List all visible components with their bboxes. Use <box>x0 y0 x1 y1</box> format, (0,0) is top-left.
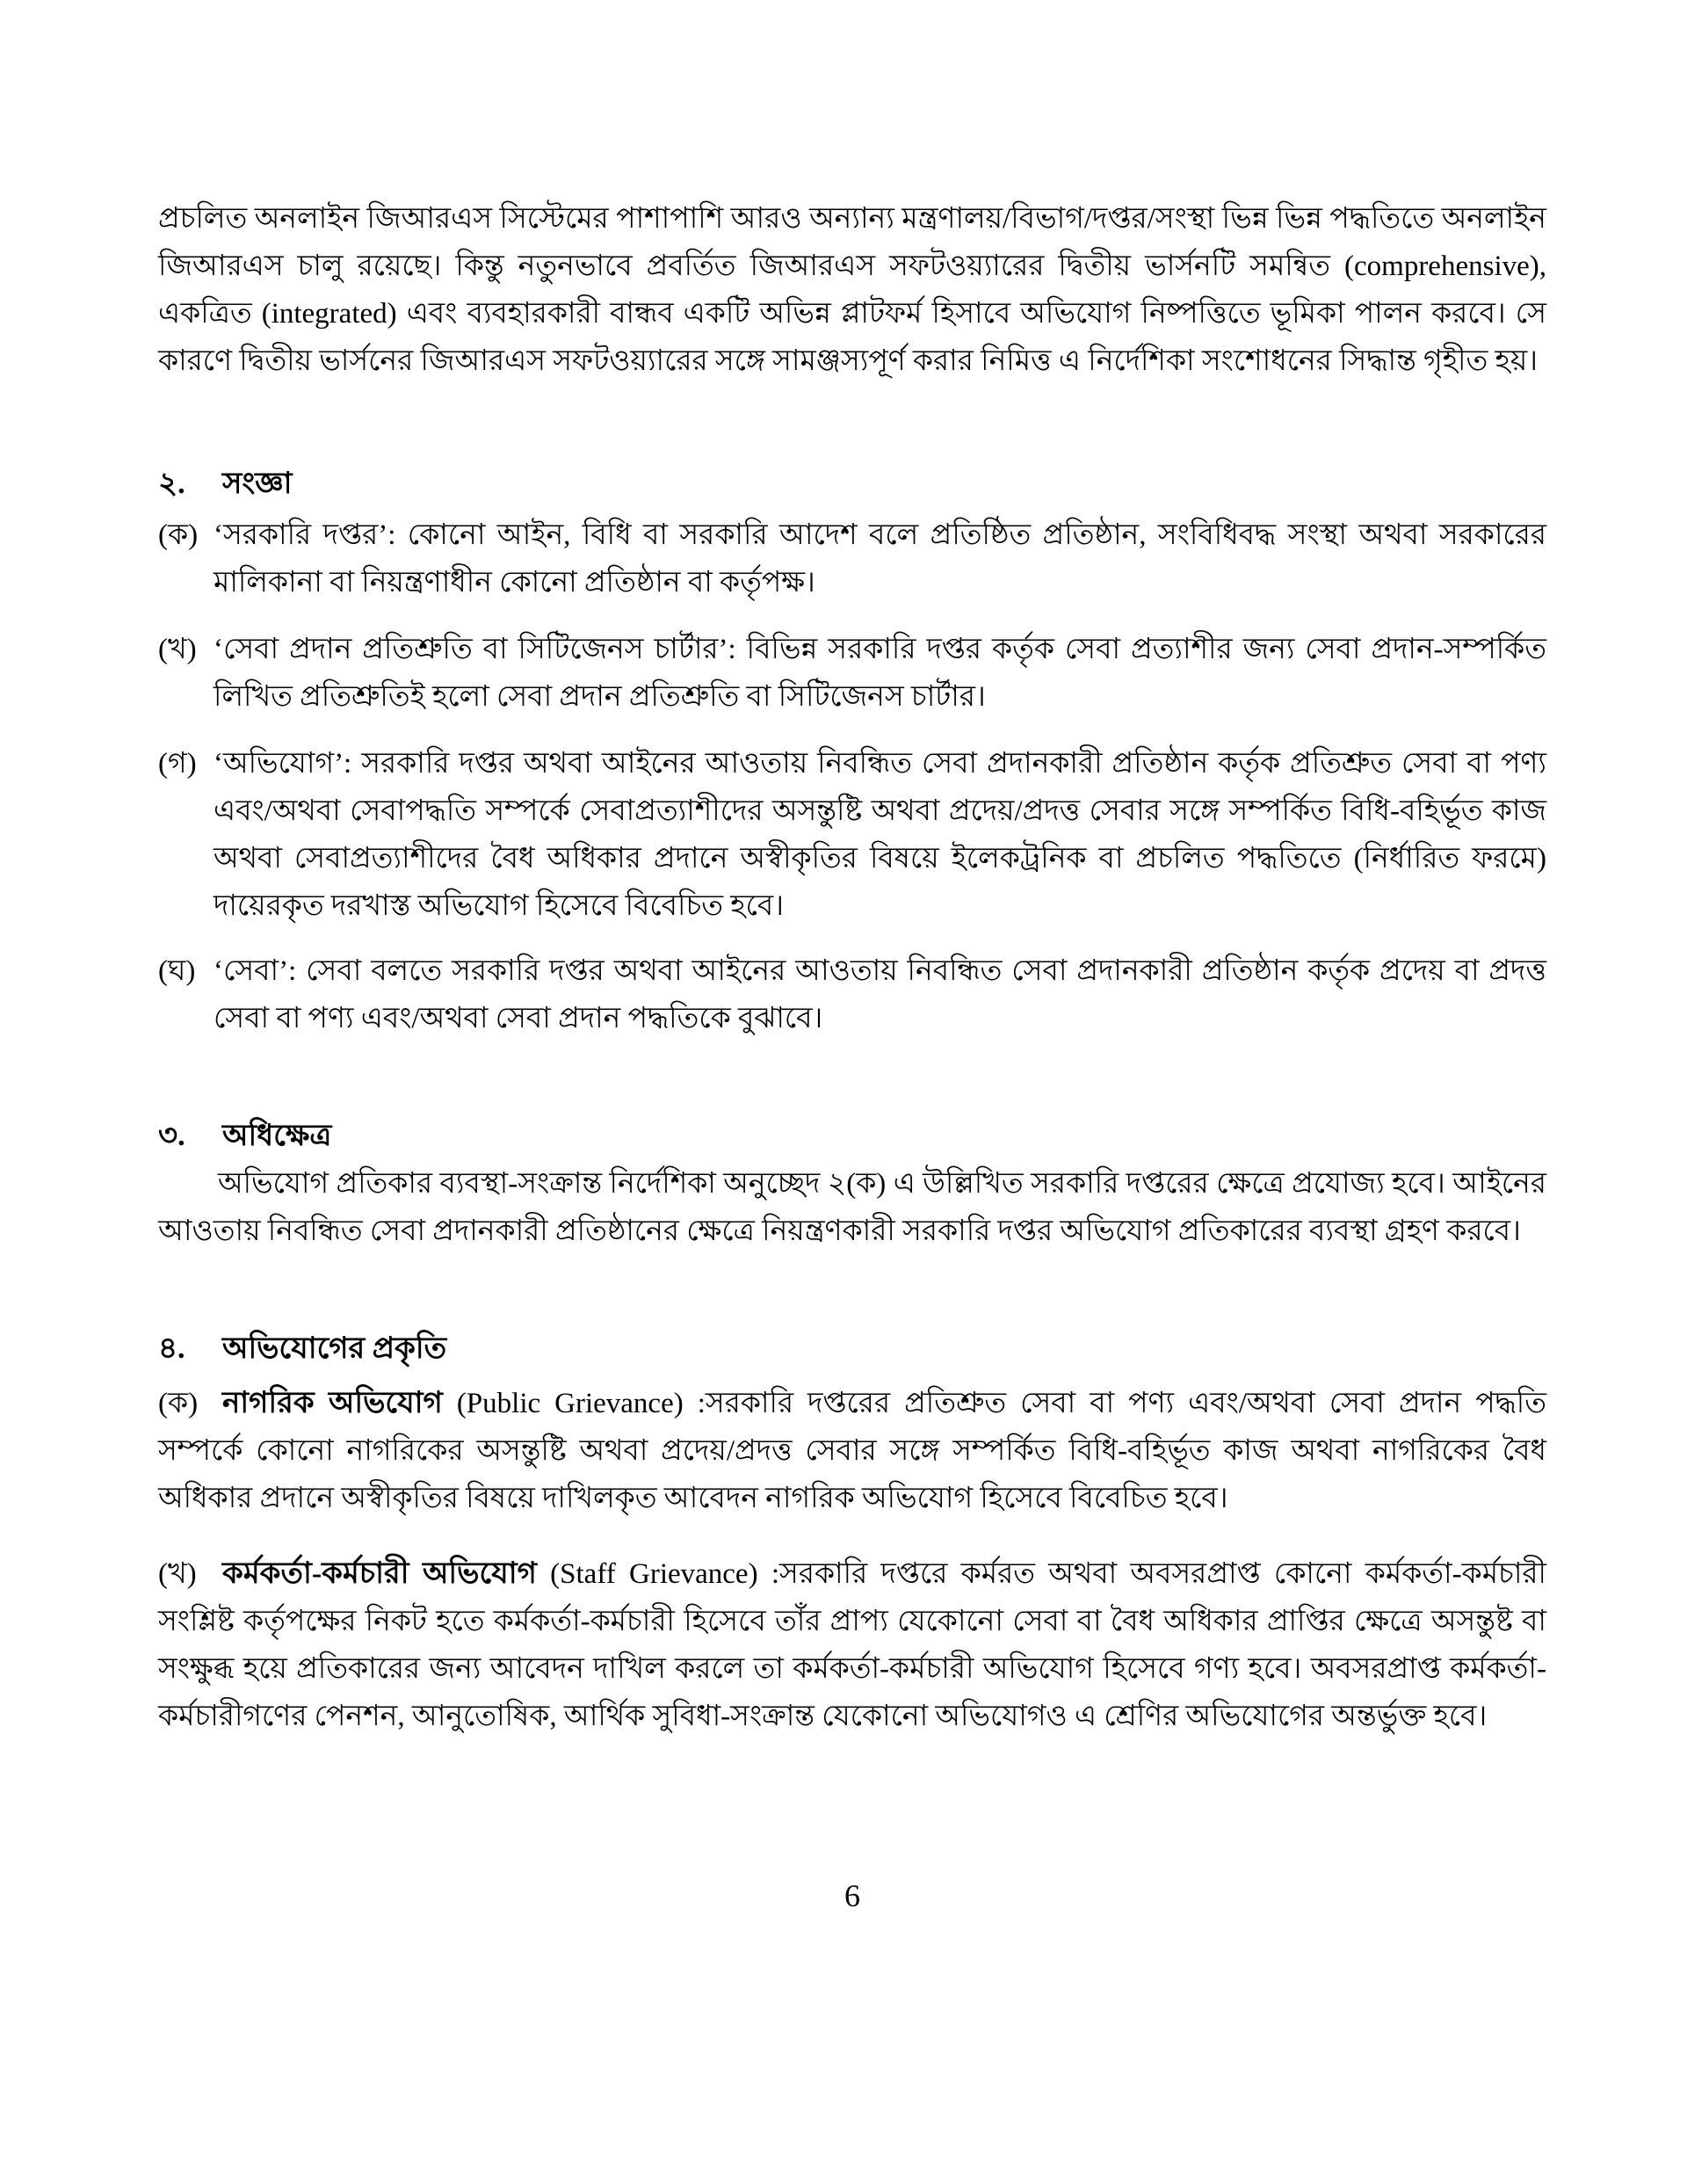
definition-item-kha-label: (খ) <box>158 634 197 665</box>
definition-item-kha-text: ‘সেবা প্রদান প্রতিশ্রুতি বা সিটিজেনস চার্টার’: বিভিন্ন সরকারি দপ্তর কর্তৃক সেবা প্রত্যাশীর জন্য সেবা প্রদান-সম্পর্কিত লিখিত প্রতিশ্রুতিই হলো সেবা প্রদান প্রতিশ্রুতি বা সিটিজেনস চার্টার। <box>214 634 1546 713</box>
section-3-title: অধিক্ষেত্র <box>222 1120 332 1152</box>
definition-item-gha <box>158 947 1546 1042</box>
grievance-item-staff-latin: (Staff Grievance) : <box>536 1558 780 1590</box>
definition-item-ga <box>158 740 1546 930</box>
grievance-item-public-text: সরকারি দপ্তরের প্রতিশ্রুত সেবা বা পণ্য এবং/অথবা সেবা প্রদান পদ্ধতি সম্পর্কে কোনো নাগরিকের অসন্তুষ্টি অথবা প্রদেয়/প্রদত্ত সেবার সঙ্গে সম্পর্কিত বিধি-বহির্ভূত কাজ অথবা নাগরিকের বৈধ অধিকার প্রদানে অস্বীকৃতির বিষয়ে দাখিলকৃত আবেদন নাগরিক অভিযোগ হিসেবে বিবেচিত হবে। <box>158 1388 1547 1514</box>
definition-item-ka-label: (ক) <box>158 519 199 551</box>
section-4-title: অভিযোগের প্রকৃতি <box>222 1332 447 1365</box>
section-2-title: সংজ্ঞা <box>222 468 293 500</box>
page-number: 6 <box>844 1878 860 1913</box>
intro-paragraph: প্রচলিত অনলাইন জিআরএস সিস্টেমের পাশাপাশি আরও অন্যান্য মন্ত্রণালয়/বিভাগ/দপ্তর/সংস্থা ভিন্ন ভিন্ন পদ্ধতিতে অনলাইন জিআরএস চালু রয়েছে। কিন্তু নতুনভাবে প্রবর্তিত জিআরএস সফটওয়্যারের দ্বিতীয় ভার্সনটি সমন্বিত (comprehensive), একত্রিত (integrated) এবং ব্যবহারকারী বান্ধব একটি অভিন্ন প্লাটফর্ম হিসাবে অভিযোগ নিষ্পত্তিতে ভূমিকা পালন করবে। সে কারণে দ্বিতীয় ভার্সনের জিআরএস সফটওয়্যারের সঙ্গে সামঞ্জস্যপূর্ণ করার নিমিত্ত এ নির্দেশিকা সংশোধনের সিদ্ধান্ত গৃহীত হয়। <box>158 203 1546 377</box>
definition-item-ka <box>158 512 1546 606</box>
section-3-body: অভিযোগ প্রতিকার ব্যবস্থা-সংক্রান্ত নির্দেশিকা অনুচ্ছেদ ২(ক) এ উল্লিখিত সরকারি দপ্তরের ক্ষেত্রে প্রযোজ্য হবে। আইনের আওতায় নিবন্ধিত সেবা প্রদানকারী প্রতিষ্ঠানের ক্ষেত্রে নিয়ন্ত্রণকারী সরকারি দপ্তর অভিযোগ প্রতিকারের ব্যবস্থা গ্রহণ করবে। <box>158 1168 1546 1247</box>
definition-item-ga-text: ‘অভিযোগ’: সরকারি দপ্তর অথবা আইনের আওতায় নিবন্ধিত সেবা প্রদানকারী প্রতিষ্ঠান কর্তৃক প্রতিশ্রুত সেবা বা পণ্য এবং/অথবা সেবাপদ্ধতি সম্পর্কে সেবাপ্রত্যাশীদের অসন্তুষ্টি অথবা প্রদেয়/প্রদত্ত সেবার সঙ্গে সম্পর্কিত বিধি-বহির্ভূত কাজ অথবা সেবাপ্রত্যাশীদের বৈধ অধিকার প্রদানে অস্বীকৃতির বিষয়ে ইলেকট্রনিক বা প্রচলিত পদ্ধতিতে (নির্ধারিত ফরমে) দায়েরকৃত দরখাস্ত অভিযোগ হিসেবে বিবেচিত হবে। <box>214 748 1546 922</box>
definition-item-ga-label: (গ) <box>158 748 197 780</box>
section-2-heading <box>158 461 1546 508</box>
grievance-item-staff <box>158 1550 1546 1740</box>
definition-item-kha <box>158 626 1546 721</box>
section-3-number: ৩. <box>158 1120 185 1152</box>
grievance-item-public-title: নাগরিক অভিযোগ <box>222 1387 443 1419</box>
grievance-item-staff-label: (খ) <box>158 1558 197 1590</box>
definition-item-gha-label: (ঘ) <box>158 955 196 987</box>
definition-item-ka-text: ‘সরকারি দপ্তর’: কোনো আইন, বিধি বা সরকারি আদেশ বলে প্রতিষ্ঠিত প্রতিষ্ঠান, সংবিধিবদ্ধ সংস্থা অথবা সরকারের মালিকানা বা নিয়ন্ত্রণাধীন কোনো প্রতিষ্ঠান বা কর্তৃপক্ষ। <box>214 519 1546 599</box>
grievance-item-staff-title: কর্মকর্তা-কর্মচারী অভিযোগ <box>222 1557 537 1590</box>
section-4-heading <box>158 1325 1546 1373</box>
section-4-number: ৪. <box>158 1332 185 1365</box>
section-3-heading <box>158 1113 1546 1160</box>
grievance-item-public-latin: (Public Grievance) : <box>442 1388 706 1419</box>
section-2-number: ২. <box>158 468 185 500</box>
grievance-item-staff-text: সরকারি দপ্তরে কর্মরত অথবা অবসরপ্রাপ্ত কোনো কর্মকর্তা-কর্মচারী সংশ্লিষ্ট কর্তৃপক্ষের নিকট হতে কর্মকর্তা-কর্মচারী হিসেবে তাঁর প্রাপ্য যেকোনো সেবা বা বৈধ অধিকার প্রাপ্তির ক্ষেত্রে অসন্তুষ্ট বা সংক্ষুব্ধ হয়ে প্রতিকারের জন্য আবেদন দাখিল করলে তা কর্মকর্তা-কর্মচারী অভিযোগ হিসেবে গণ্য হবে। অবসরপ্রাপ্ত কর্মকর্তা-কর্মচারীগণের পেনশন, আনুতোষিক, আর্থিক সুবিধা-সংক্রান্ত যেকোনো অভিযোগও এ শ্রেণির অভিযোগের অন্তর্ভুক্ত হবে। <box>158 1558 1546 1732</box>
grievance-item-public <box>158 1380 1546 1522</box>
grievance-item-public-label: (ক) <box>158 1388 199 1419</box>
definition-item-gha-text: ‘সেবা’: সেবা বলতে সরকারি দপ্তর অথবা আইনের আওতায় নিবন্ধিত সেবা প্রদানকারী প্রতিষ্ঠান কর্তৃক প্রদেয় বা প্রদত্ত সেবা বা পণ্য এবং/অথবা সেবা প্রদান পদ্ধতিকে বুঝাবে। <box>214 955 1546 1034</box>
